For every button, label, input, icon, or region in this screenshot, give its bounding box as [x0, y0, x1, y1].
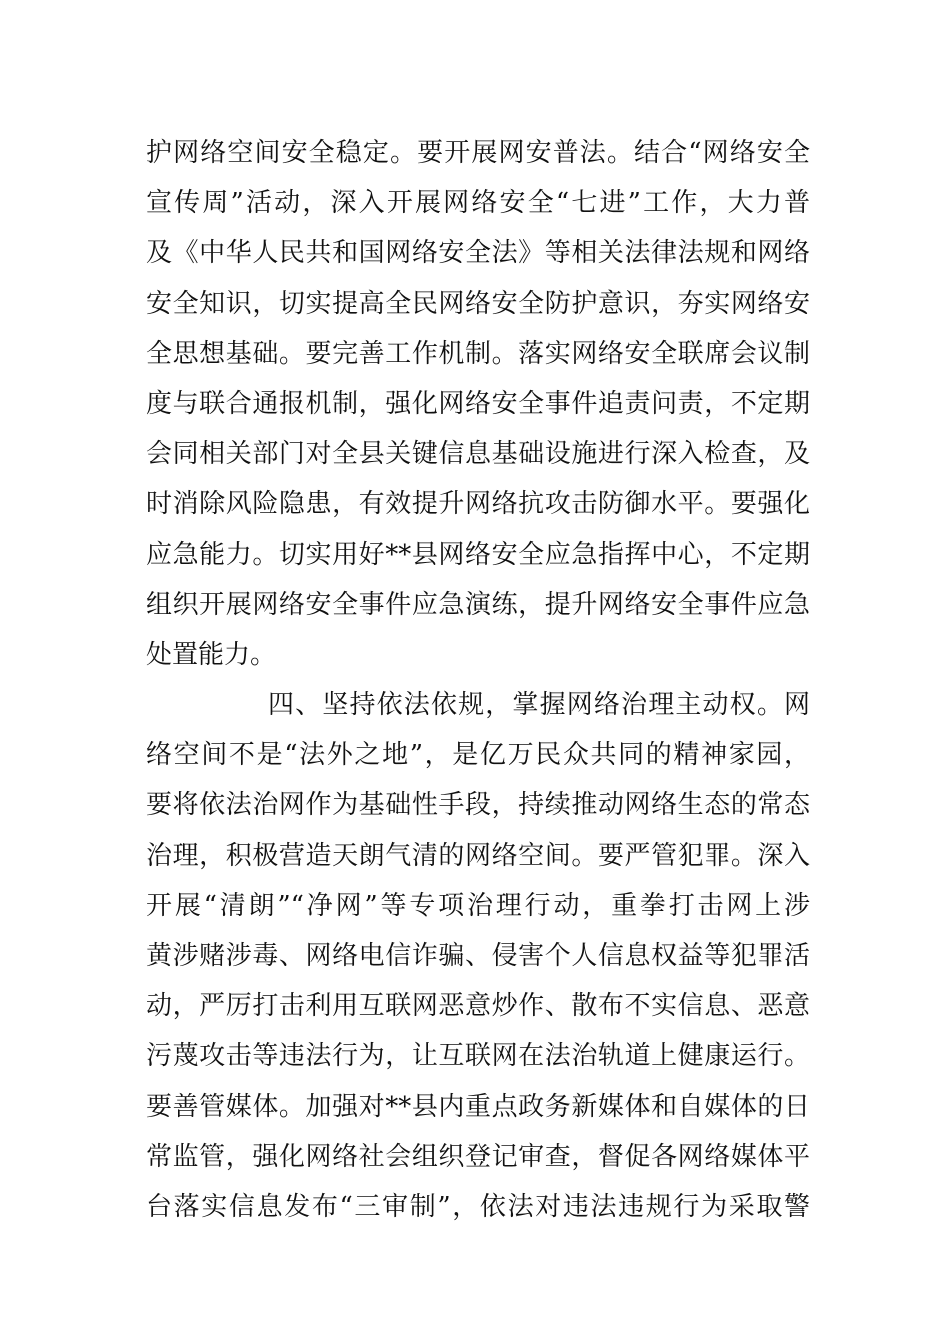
text-line: 动，严厉打击利用互联网恶意炒作、散布不实信息、恶意: [146, 991, 810, 1022]
section-heading-line: 四、坚持依法依规，掌握网络治理主动权。网: [268, 690, 810, 721]
body-text: [146, 128, 810, 1232]
text-line: 治理，积极营造天朗气清的网络空间。要严管犯罪。深入: [146, 840, 810, 871]
text-line: 开展“清朗”“净网”等专项治理行动，重拳打击网上涉: [146, 890, 810, 921]
text-line: 时消除风险隐患，有效提升网络抗攻击防御水平。要强化: [146, 489, 810, 520]
text-line: 络空间不是“法外之地”，是亿万民众共同的精神家园，: [146, 740, 810, 771]
text-line: 要将依法治网作为基础性手段，持续推动网络生态的常态: [146, 790, 810, 821]
text-line: 常监管，强化网络社会组织登记审查，督促各网络媒体平: [146, 1141, 810, 1172]
text-line: 及《中华人民共和国网络安全法》等相关法律法规和网络: [146, 238, 810, 269]
text-line: 护网络空间安全稳定。要开展网安普法。结合“网络安全: [146, 138, 810, 168]
text-line: 台落实信息发布“三审制”，依法对违法违规行为采取警: [146, 1191, 810, 1222]
paragraph-end-line: 处置能力。: [146, 639, 277, 670]
text-line: 黄涉赌涉毒、网络电信诈骗、侵害个人信息权益等犯罪活: [146, 941, 810, 971]
text-line: 组织开展网络安全事件应急演练，提升网络安全事件应急: [146, 589, 810, 620]
text-line: 宣传周”活动，深入开展网络安全“七进”工作，大力普: [146, 188, 810, 219]
text-line: 度与联合通报机制，强化网络安全事件追责问责，不定期: [146, 388, 810, 419]
text-line: 安全知识，切实提高全民网络安全防护意识，夯实网络安: [146, 288, 810, 319]
text-line: 全思想基础。要完善工作机制。落实网络安全联席会议制: [146, 338, 810, 369]
text-line: 会同相关部门对全县关键信息基础设施进行深入检查，及: [146, 439, 810, 470]
text-line: 应急能力。切实用好**县网络安全应急指挥中心，不定期: [146, 539, 810, 570]
text-line: 要善管媒体。加强对**县内重点政务新媒体和自媒体的日: [146, 1091, 810, 1122]
text-line: 污蔑攻击等违法行为，让互联网在法治轨道上健康运行。: [146, 1041, 810, 1072]
